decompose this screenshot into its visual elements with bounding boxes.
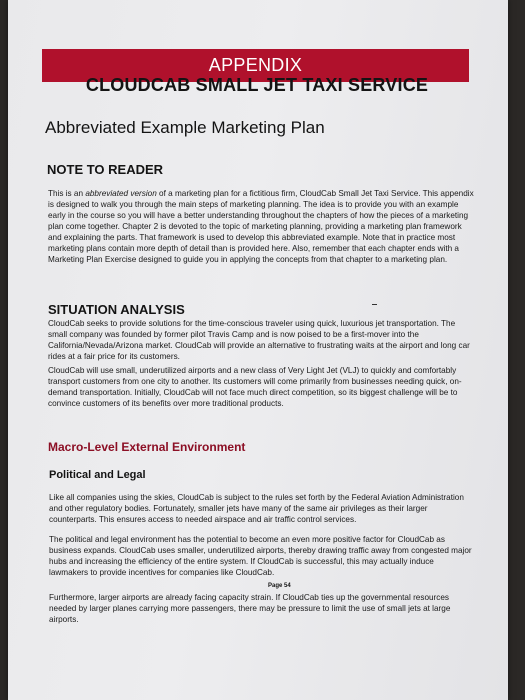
document-title: CLOUDCAB SMALL JET TAXI SERVICE bbox=[85, 75, 429, 95]
note-heading: NOTE TO READER bbox=[47, 162, 164, 177]
political-legal-heading: Political and Legal bbox=[49, 469, 146, 481]
note-text-italic: abbreviated version bbox=[85, 189, 157, 198]
political-paragraph-1: Like all companies using the skies, CloudCab is subject to the rules set forth by the Federal Aviation Administration and other regulatory bodies. Fortunately, smaller jets have many of the same air privileges as their larger counterparts. This ensures access to needed airspace and air traffic control services. bbox=[49, 493, 464, 524]
situation-paragraph-2: CloudCab will use small, underutilized airports and a new class of Very Light Jet (VLJ) to quickly and comfortably transport customers from one city to another. Its customers will come primarily from businesses needing quick, on-demand transportation. Initially, CloudCab will not face much direct competition, so its biggest challenge will be to convince customers of its benefits over more traditional products. bbox=[48, 366, 462, 408]
document-subtitle: Abbreviated Example Marketing Plan bbox=[45, 118, 325, 137]
document-page bbox=[8, 0, 508, 700]
political-paragraph-3: Furthermore, larger airports are already facing capacity strain. If CloudCab ties up the governmental resources needed by larger planes carrying more passengers, there may be pressure to limit the use of small jets at large airports. bbox=[49, 593, 451, 624]
note-text-rest: of a marketing plan for a fictitious firm, CloudCab Small Jet Taxi Service. This appendix is designed to walk you through the main steps of marketing planning. The idea is to provide you with an example early in the course so you will have a better understanding throughout the chapters of how the pieces of a marketing plan come together. Chapter 2 is devoted to the topic of marketing planning, providing a marketing plan framework and explaining the parts. That framework is used to develop this abbreviated example. Note that in practice most marketing plans contain more depth of detail than is provided here. Also, remember that each chapter ends with a Marketing Plan Exercise designed to guide you in applying the concepts from that chapter to a marketing plan. bbox=[48, 189, 474, 264]
appendix-label: APPENDIX bbox=[208, 55, 303, 75]
macro-heading: Macro-Level External Environment bbox=[48, 440, 246, 454]
political-paragraph-2: The political and legal environment has the potential to become an even more positive factor for CloudCab as business expands. CloudCab uses smaller, underutilized airports, thereby drawing traffic away from congested major hubs and increasing the efficiency of the entire system. If CloudCab is successful, this may actually induce lawmakers to provide incentives for companies like CloudCab. bbox=[49, 535, 472, 577]
page-number: Page 54 bbox=[268, 583, 291, 589]
note-paragraph bbox=[48, 188, 474, 265]
mark-dash bbox=[372, 304, 377, 305]
situation-paragraph-1: CloudCab seeks to provide solutions for the time-conscious traveler using quick, luxurious jet transportation. The small company was founded by former pilot Travis Camp and is now poised to be a first-mover into the California/Nevada/Arizona market. CloudCab will provide an alternative to frustrating waits at the airport and long car rides at a fair price for its customers. bbox=[48, 319, 470, 361]
note-text-prefix: This is an bbox=[48, 189, 86, 198]
situation-heading: SITUATION ANALYSIS bbox=[48, 302, 185, 317]
